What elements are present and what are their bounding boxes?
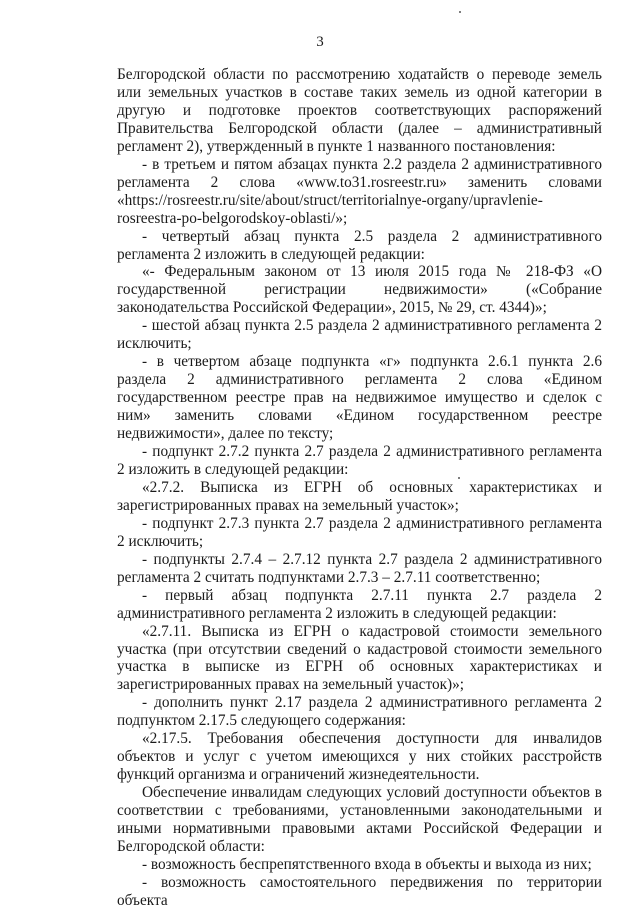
scan-speck (458, 477, 460, 479)
paragraph: - четвертый абзац пункта 2.5 раздела 2 административного регламента 2 изложить в следующей редакции: (117, 227, 602, 263)
paragraph: «- Федеральным законом от 13 июля 2015 года № 218-ФЗ «О государственной регистрации недвижимости» («Собрание законодательства Российской Федерации», 2015, № 29, ст. 4344)»; (117, 263, 602, 317)
paragraph: Обеспечение инвалидам следующих условий доступности объектов в соответствии с требованиями, установленными законодательными и иными нормативными правовыми актами Российской Федерации и Белгородской области: (117, 784, 602, 855)
paragraph: Белгородской области по рассмотрению ходатайств о переводе земель или земельных участков в составе таких земель из одной категории в другую и подготовке проектов соответствующих распоряжений Правительства Белгородской области (далее – административный регламент 2), утвержденный в пункте 1 названного постановления: (117, 66, 602, 155)
paragraph: - подпункт 2.7.2 пункта 2.7 раздела 2 административного регламента 2 изложить в следующей редакции: (117, 443, 602, 478)
paragraph: - подпункт 2.7.3 пункта 2.7 раздела 2 административного регламента 2 исключить; (117, 514, 602, 550)
paragraph: - первый абзац подпункта 2.7.11 пункта 2.7 раздела 2 административного регламента 2 изложить в следующей редакции: (117, 586, 602, 622)
paragraph: «2.7.11. Выписка из ЕГРН о кадастровой стоимости земельного участка (при отсутствии сведений о кадастровой стоимости земельного участка в выписке из ЕГРН об основных характеристиках и зарегистрированных правах на земельный участок)»; (117, 622, 602, 694)
paragraph: - в третьем и пятом абзацах пункта 2.2 раздела 2 административного регламента 2 слова «www.to31.rosreestr.ru» заменить словами «https://rosreestr.ru/site/about/struct/territorialnye-organy/upravlenie-rosreestra-po-belgorodskoy-oblasti/»; (117, 155, 602, 227)
paragraph: - шестой абзац пункта 2.5 раздела 2 административного регламента 2 исключить; (117, 317, 602, 353)
paragraph: «2.17.5. Требования обеспечения доступности для инвалидов объектов и услуг с учетом имеющихся у них стойких расстройств функций организма и ограничений жизнедеятельности. (117, 730, 602, 784)
paragraph: «2.7.2. Выписка из ЕГРН об основных характеристиках и зарегистрированных правах на земельный участок»; (117, 478, 602, 514)
paragraph: - подпункты 2.7.4 – 2.7.12 пункта 2.7 раздела 2 административного регламента 2 считать подпунктами 2.7.3 – 2.7.11 соответственно; (117, 550, 602, 586)
paragraph: - возможность беспрепятственного входа в объекты и выхода из них; (142, 855, 592, 873)
scan-speck (459, 11, 461, 13)
paragraph: - в четвертом абзаце подпункта «г» подпункта 2.6.1 пункта 2.6 раздела 2 административного регламента 2 слова «Едином государственном реестре прав на недвижимое имущество и сделок с ним» заменить словами «Едином государственном реестре недвижимости», далее по тексту; (117, 353, 602, 443)
document-body (117, 66, 602, 910)
paragraph: - дополнить пункт 2.17 раздела 2 административного регламента 2 подпунктом 2.17.5 следующего содержания: (117, 694, 602, 730)
paragraph: - возможность самостоятельного передвижения по территории объекта (117, 873, 602, 909)
page-number: 3 (316, 34, 324, 50)
